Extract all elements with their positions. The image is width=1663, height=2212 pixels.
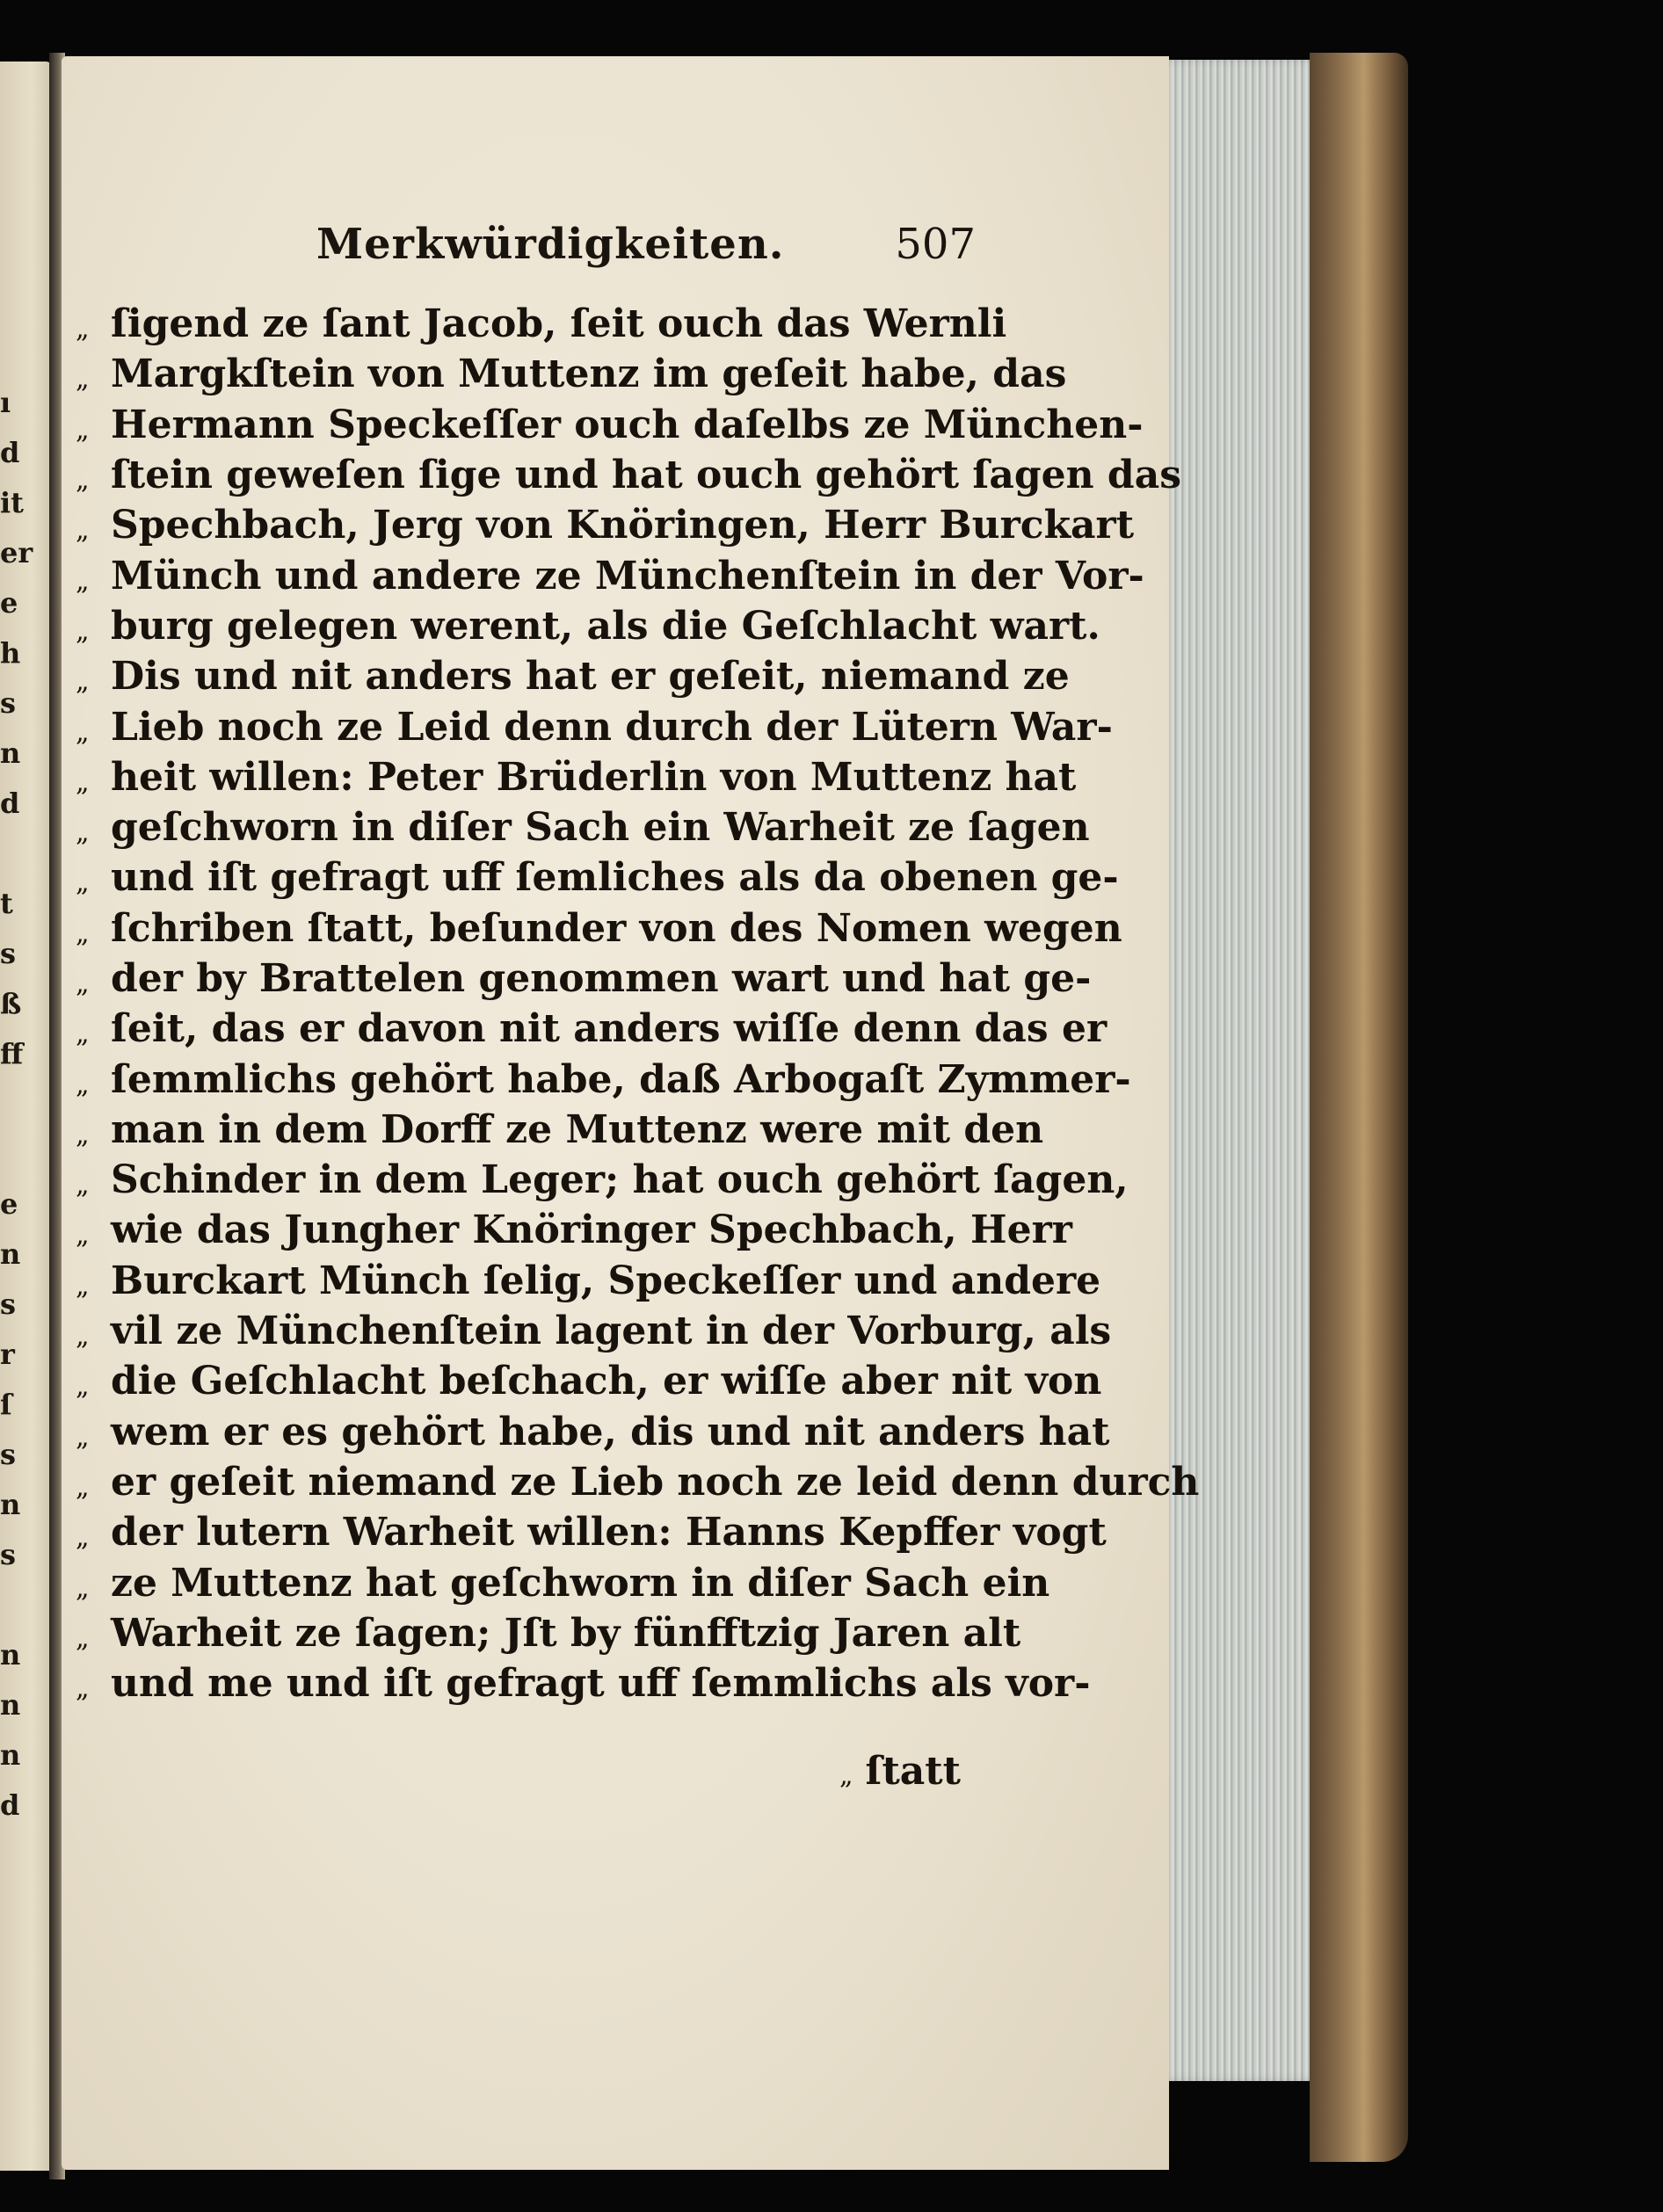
text-line (76, 500, 1135, 550)
text-line (76, 400, 1144, 450)
running-title: Merkwürdigkeiten. (316, 220, 785, 269)
quote-mark: „ (76, 867, 90, 899)
facing-page-fragment: n (0, 1237, 21, 1271)
line-text: wie das Jungher Knöringer Spechbach, Herr (111, 1208, 1072, 1253)
quote-mark: „ (76, 968, 90, 999)
line-text: der lutern Warheit willen: Hanns Kepffer vogt (111, 1510, 1107, 1556)
line-text: vil ze Münchenſtein lagent in der Vorburg, als (111, 1309, 1112, 1354)
line-text: und iſt gefragt uff ſemliches als da obenen ge- (111, 855, 1119, 901)
quote-mark: „ (76, 364, 90, 395)
text-line (76, 601, 1100, 651)
quote-mark: „ (76, 1572, 90, 1604)
quote-mark: „ (76, 414, 90, 446)
quote-mark: „ (76, 1170, 90, 1201)
quote-mark: „ (76, 565, 90, 597)
text-line (76, 954, 1092, 1004)
text-line (76, 550, 1144, 600)
quote-mark: „ (76, 666, 90, 698)
text-line (76, 651, 1070, 701)
quote-mark: „ (76, 1522, 90, 1554)
facing-page-fragment: s (0, 1538, 17, 1571)
facing-page-fragment: s (0, 686, 17, 720)
quote-mark: „ (76, 1019, 90, 1050)
text-line (76, 1054, 1131, 1104)
line-text: der by Brattelen genommen wart und hat ge- (111, 956, 1092, 1001)
facing-page-fragment: n (0, 1738, 21, 1772)
text-line (76, 1457, 1200, 1507)
text-line (76, 299, 1007, 349)
line-text: Burckart Münch ſelig, Speckeſſer und andere (111, 1258, 1101, 1303)
text-line (76, 852, 1119, 903)
text-line (76, 1155, 1129, 1205)
text-line (76, 1557, 1050, 1607)
quote-mark: „ (76, 817, 90, 849)
quote-mark: „ (76, 615, 90, 647)
quote-mark: „ (76, 917, 90, 949)
text-line (76, 1105, 1044, 1155)
facing-page-fragment: n (0, 736, 21, 770)
facing-page-fragment: n (0, 1488, 21, 1521)
facing-page-fragment: ff (0, 1037, 24, 1070)
quote-mark: „ (76, 314, 90, 345)
facing-page-fragment (0, 1079, 26, 1129)
quote-mark: „ (76, 1069, 90, 1100)
text-line (76, 903, 1122, 954)
facing-page-fragment: er (0, 536, 33, 569)
facing-page-fragment: e (0, 586, 18, 620)
facing-page-fragment: ß (0, 987, 22, 1020)
text-line (76, 1658, 1091, 1708)
facing-page-fragment: h (0, 636, 21, 670)
line-text: Lieb noch ze Leid denn durch der Lütern War- (111, 704, 1113, 750)
line-text: heit willen: Peter Brüderlin von Muttenz hat (111, 754, 1077, 800)
text-line (76, 802, 1090, 852)
quote-mark: „ (76, 1673, 90, 1705)
line-text: Hermann Speckeſſer ouch daſelbs ze München- (111, 402, 1144, 447)
quote-mark: „ (76, 1119, 90, 1150)
quote-mark: „ (76, 716, 90, 748)
text-line (76, 349, 1067, 399)
quote-mark: „ (76, 1270, 90, 1302)
line-text: burg gelegen werent, als die Geſchlacht wart. (111, 603, 1100, 649)
facing-page-fragment: n (0, 1688, 21, 1722)
line-text: Margkſtein von Muttenz im geſeit habe, das (111, 352, 1067, 397)
facing-page-fragment: ſ (0, 1388, 12, 1421)
quote-mark: „ (76, 1220, 90, 1251)
line-text: ze Muttenz hat geſchworn in diſer Sach ein (111, 1560, 1050, 1606)
quote-mark: „ (76, 1321, 90, 1353)
facing-page-fragment (0, 1129, 26, 1179)
facing-page-fragment: t (0, 887, 13, 920)
quote-mark: „ (76, 1471, 90, 1503)
text-line (76, 450, 1181, 500)
line-text: ſigend ze ſant Jacob, ſeit ouch das Wernli (111, 301, 1007, 347)
facing-page-fragment: it (0, 486, 24, 519)
line-text: ſchriben ſtatt, beſunder von des Nomen wegen (111, 905, 1122, 951)
text-line (76, 1256, 1101, 1306)
quote-mark: „ (76, 515, 90, 547)
facing-page-fragment: d (0, 787, 20, 820)
line-text: die Geſchlacht beſchach, er wiſſe aber nit von (111, 1359, 1102, 1404)
facing-page-fragment: ı (0, 386, 11, 419)
text-line (76, 1407, 1110, 1457)
line-text: ſeit, das er davon nit anders wiſſe denn das er (111, 1006, 1107, 1052)
quote-mark: „ (76, 465, 90, 497)
page-block-edges (1143, 60, 1327, 2081)
line-text: Warheit ze ſagen; Jſt by fünfftzig Jaren alt (111, 1610, 1021, 1656)
line-text: Dis und nit anders hat er geſeit, niemand ze (111, 654, 1070, 700)
quote-mark: „ (76, 766, 90, 798)
text-line (76, 1306, 1112, 1356)
quote-mark: „ (76, 1421, 90, 1453)
text-line (76, 1205, 1072, 1255)
line-text: Schinder in dem Leger; hat ouch gehört ſagen, (111, 1157, 1129, 1203)
book-cover-edge (1310, 53, 1408, 2162)
catchword-quote-mark: „ (839, 1760, 853, 1791)
text-line (76, 1608, 1021, 1658)
line-text: er geſeit niemand ze Lieb noch ze leid denn durch (111, 1459, 1200, 1505)
line-text: man in dem Dorff ze Muttenz were mit den (111, 1106, 1044, 1152)
facing-page-fragment: d (0, 436, 20, 469)
line-text: und me und iſt gefragt uff ſemmlichs als vor- (111, 1661, 1091, 1707)
text-line (76, 701, 1113, 751)
text-line (76, 752, 1077, 802)
facing-page-fragment: s (0, 1438, 17, 1471)
facing-page-fragment (0, 829, 26, 879)
facing-page-fragment (0, 1580, 26, 1630)
line-text: Münch und andere ze Münchenſtein in der Vor- (111, 553, 1144, 598)
body-text (76, 299, 1200, 1708)
text-line (76, 1356, 1102, 1406)
facing-page-fragment: s (0, 1287, 17, 1321)
quote-mark: „ (76, 1371, 90, 1403)
facing-page-fragment: e (0, 1187, 18, 1221)
line-text: Spechbach, Jerg von Knöringen, Herr Burckart (111, 503, 1135, 548)
running-head (316, 220, 976, 281)
facing-page-text-fragments (0, 378, 33, 1831)
text-line (76, 1507, 1107, 1557)
facing-page-fragment: n (0, 1638, 21, 1672)
line-text: ſemmlichs gehört habe, daß Arbogaſt Zymmer- (111, 1056, 1131, 1102)
line-text: wem er es gehört habe, dis und nit anders hat (111, 1409, 1110, 1454)
line-text: ſtein geweſen ſige und hat ouch gehört ſagen das (111, 453, 1181, 498)
facing-page-fragment: r (0, 1338, 15, 1371)
facing-page-fragment: s (0, 937, 17, 970)
page-number: 507 (895, 220, 976, 269)
quote-mark: „ (76, 1622, 90, 1654)
catchword-text: ſtatt (865, 1749, 961, 1794)
facing-page-edge (0, 62, 53, 2171)
catchword (839, 1749, 961, 1794)
line-text: geſchworn in diſer Sach ein Warheit ze ſagen (111, 805, 1090, 851)
text-line (76, 1004, 1107, 1054)
facing-page-fragment: d (0, 1788, 20, 1822)
